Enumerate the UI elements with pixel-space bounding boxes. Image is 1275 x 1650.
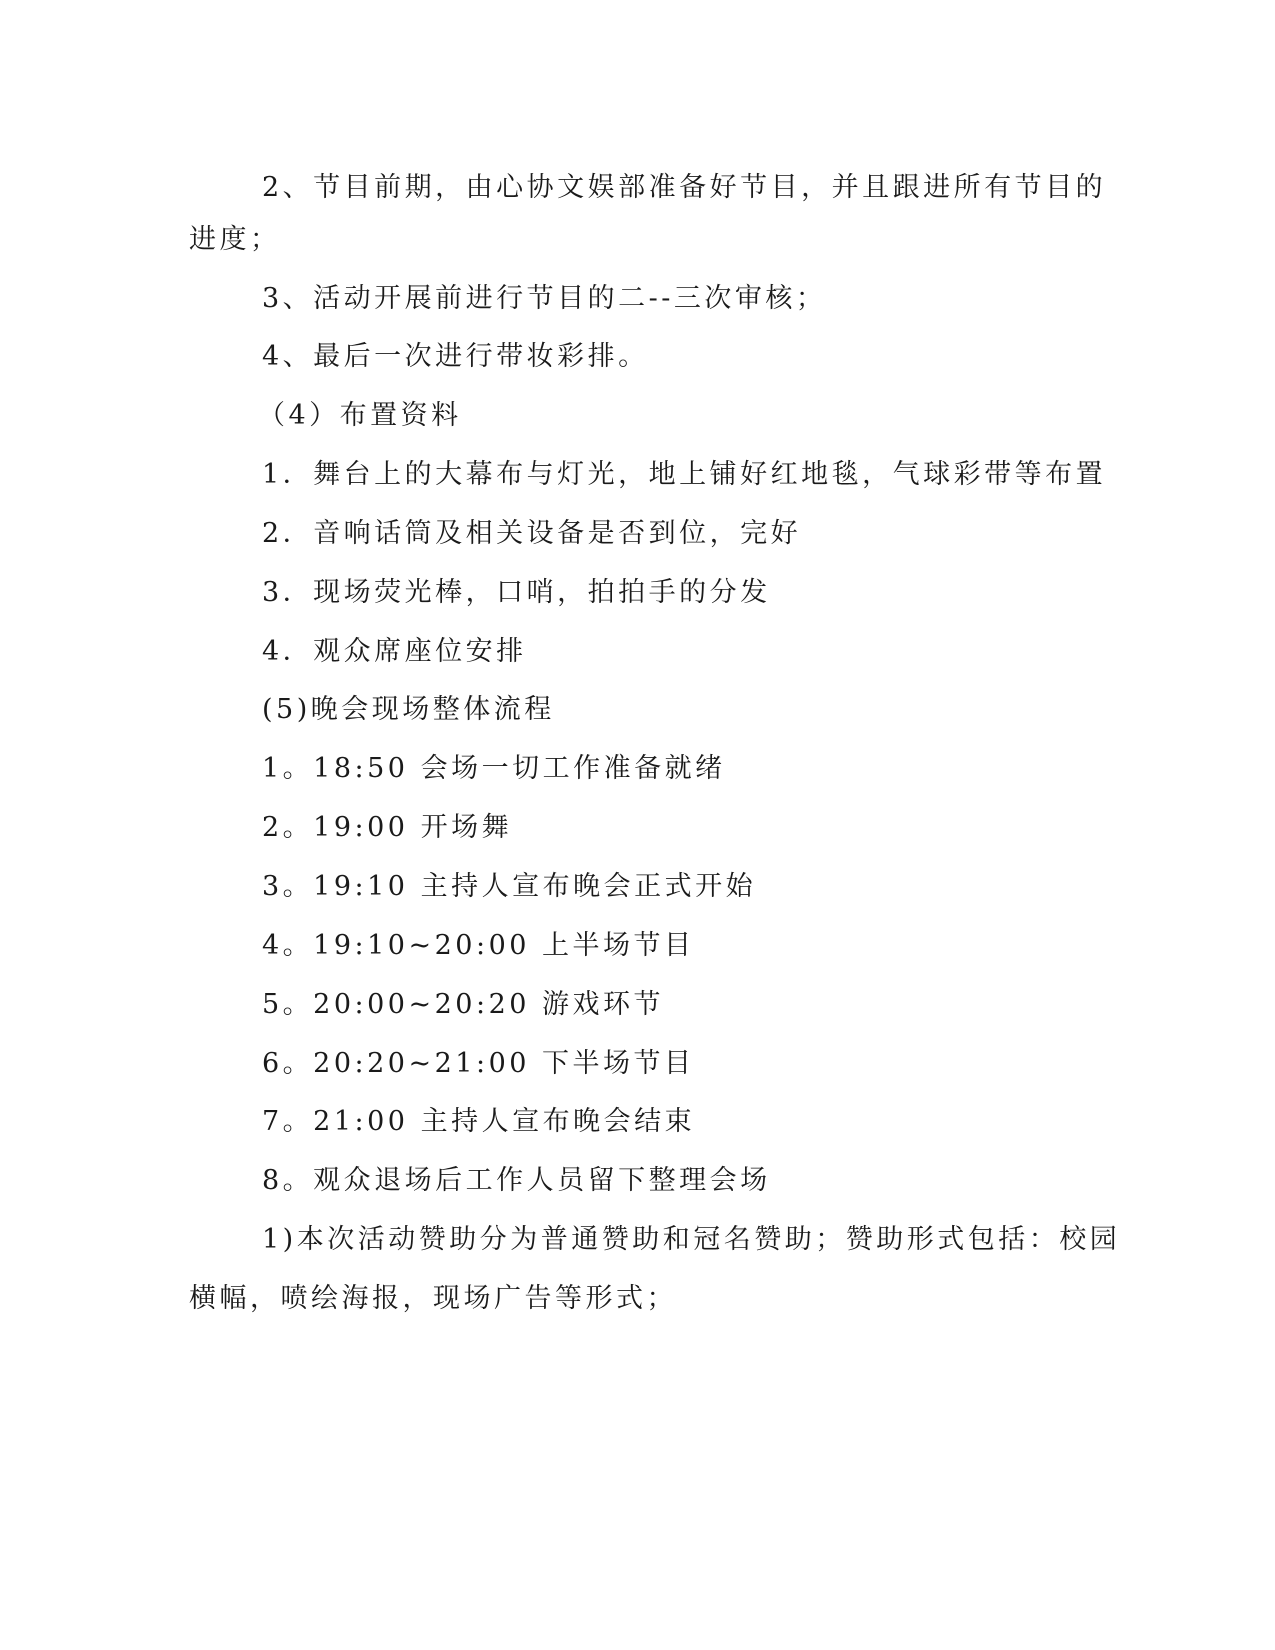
section-heading: (5)晚会现场整体流程 <box>262 694 555 725</box>
text-line: 3。19:10 主持人宣布晚会正式开始 <box>262 871 757 902</box>
text-line: 5。20:00~20:20 游戏环节 <box>262 989 665 1020</box>
text-line: 1．舞台上的大幕布与灯光，地上铺好红地毯，气球彩带等布置 <box>262 459 1107 490</box>
text-line: 2。19:00 开场舞 <box>262 812 513 843</box>
text-line: 4、最后一次进行带妆彩排。 <box>262 341 649 372</box>
text-line: 3．现场荧光棒，口哨，拍拍手的分发 <box>262 577 771 608</box>
text-line: 1。18:50 会场一切工作准备就绪 <box>262 753 726 784</box>
text-line: 3、活动开展前进行节目的二--三次审核； <box>262 283 827 314</box>
text-line: 1)本次活动赞助分为普通赞助和冠名赞助；赞助形式包括：校园 <box>262 1224 1121 1255</box>
text-line: 6。20:20~21:00 下半场节目 <box>262 1048 695 1079</box>
text-line: 4。19:10~20:00 上半场节目 <box>262 930 695 961</box>
text-line: 2．音响话筒及相关设备是否到位，完好 <box>262 518 802 549</box>
text-line: 7。21:00 主持人宣布晚会结束 <box>262 1106 696 1137</box>
text-line: 进度； <box>189 224 281 255</box>
text-line: 4．观众席座位安排 <box>262 636 527 667</box>
text-line: 2、节目前期，由心协文娱部准备好节目，并且跟进所有节目的 <box>262 172 1107 203</box>
text-line: 8。观众退场后工作人员留下整理会场 <box>262 1165 771 1196</box>
text-line: 横幅，喷绘海报，现场广告等形式； <box>189 1283 677 1314</box>
section-heading: （4）布置资料 <box>258 400 462 431</box>
